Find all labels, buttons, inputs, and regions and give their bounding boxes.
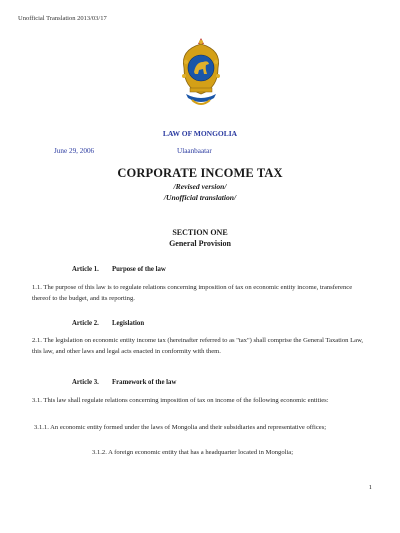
section-subheading: General Provision [169, 239, 231, 248]
article-2-heading [72, 320, 144, 327]
article-1-heading [72, 266, 166, 273]
translation-note: Unofficial Translation 2013/03/17 [18, 15, 107, 22]
law-title: LAW OF MONGOLIA [162, 129, 238, 138]
mongolia-state-emblem-icon [178, 38, 224, 108]
page-number: 1 [368, 484, 372, 491]
paragraph-2-1: 2.1. The legislation on economic entity income tax (hereinafter referred to as "tax") shall comprise the General Taxation Law, this law, and other laws and legal acts enacted in conformity with them. [32, 337, 364, 355]
revised-version-subtitle: /Revised version/ [173, 182, 227, 191]
paragraph-3-1: 3.1. This law shall regulate relations concerning imposition of tax on income of the following economic entities: [32, 397, 329, 404]
enactment-place: Ulaanbaatar [177, 147, 212, 155]
article-number: Article 2. [72, 320, 99, 327]
article-title: Purpose of the law [112, 266, 166, 273]
paragraph-1-1: 1.1. The purpose of this law is to regulate relations concerning imposition of tax on economic entity income, transference thereof to the budget, and its reporting. [32, 284, 353, 302]
clause-3-1-1: 3.1.1. An economic entity formed under the laws of Mongolia and their subsidiaries and representative offices; [34, 424, 327, 431]
translation-subtitle: /Unofficial translation/ [163, 193, 237, 202]
article-3-heading [72, 379, 176, 386]
article-number: Article 3. [72, 379, 99, 386]
clause-3-1-2: 3.1.2. A foreign economic entity that has a headquarter located in Mongolia; [92, 449, 294, 456]
document-title: CORPORATE INCOME TAX [117, 166, 283, 180]
section-heading: SECTION ONE [172, 228, 228, 237]
article-number: Article 1. [72, 266, 99, 273]
article-title: Legislation [112, 320, 145, 327]
enactment-date: June 29, 2006 [54, 147, 95, 155]
article-title: Framework of the law [112, 379, 177, 386]
